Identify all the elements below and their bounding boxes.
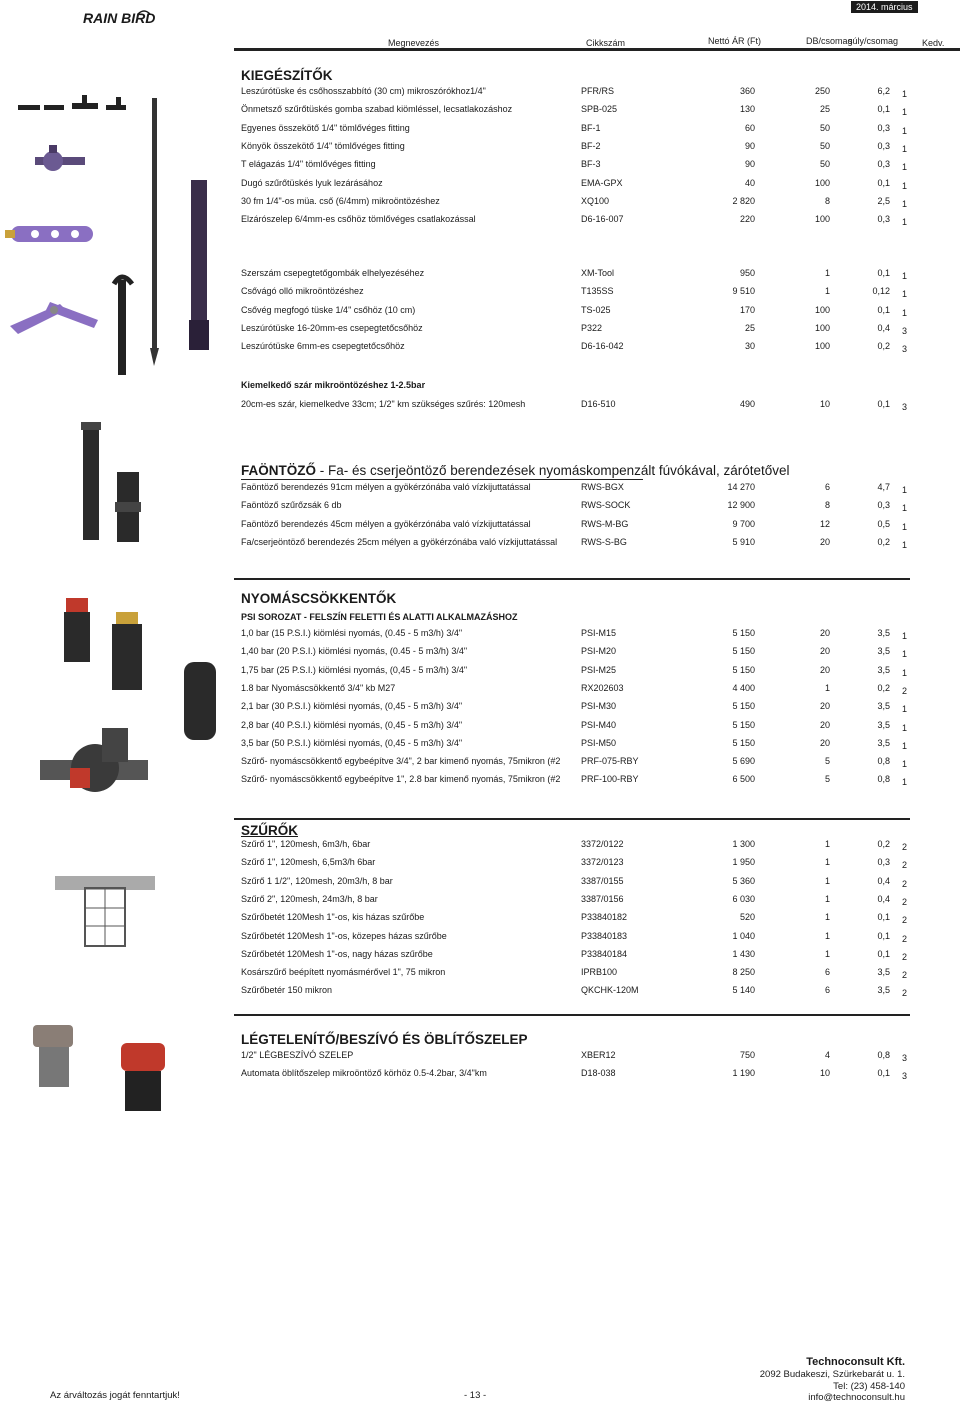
item-price: 5 150 (732, 628, 755, 638)
table-row (0, 86, 960, 102)
item-code: RWS-S-BG (581, 536, 627, 547)
table-row (0, 196, 960, 212)
table-row (0, 537, 960, 553)
item-price: 5 910 (732, 536, 755, 547)
footer-phone: Tel: (23) 458-140 (833, 1381, 905, 1392)
item-pack-qty: 20 (819, 646, 830, 657)
table-row (0, 482, 960, 498)
item-discount: 1 (902, 307, 908, 318)
item-price: 1 190 (732, 1068, 755, 1079)
item-code: PRF-100-RBY (581, 774, 639, 785)
item-code: PSI-M40 (581, 719, 617, 730)
item-pack-qty: 6 (824, 967, 830, 978)
table-row (0, 159, 960, 175)
item-discount: 2 (902, 988, 908, 999)
item-discount: 3 (902, 344, 908, 355)
item-pack-qty: 250 (814, 86, 830, 96)
faontozo-title-rest: - Fa- és cserjeöntöző berendezések nyomáskompenzált fúvókával, zárótetővel (316, 463, 790, 478)
item-name: Szűrő 1", 120mesh, 6,5m3/h 6bar (241, 857, 376, 868)
item-name: T elágazás 1/4" tömlővéges fitting (241, 159, 376, 170)
item-name: 1/2" LÉGBESZÍVÓ SZELEP (241, 1050, 354, 1060)
item-pack-qty: 8 (824, 500, 830, 511)
item-weight: 0,3 (877, 214, 890, 225)
item-weight: 0,8 (877, 774, 890, 785)
item-price: 1 430 (732, 948, 755, 959)
item-name: Leszúrótüske 6mm-es csepegtetőcsőhöz (241, 341, 405, 352)
item-weight: 3,5 (877, 664, 890, 675)
item-weight: 6,2 (877, 86, 890, 96)
footer-page-number: - 13 - (464, 1390, 487, 1401)
table-row (0, 519, 960, 535)
item-code: TS-025 (581, 304, 611, 315)
item-discount: 1 (902, 89, 908, 99)
item-price: 750 (739, 1050, 755, 1060)
item-name: Leszúrótüske és csőhosszabbító (30 cm) mikroszórókhoz1/4" (241, 86, 486, 96)
brand-logo (83, 8, 183, 33)
item-code: RWS-M-BG (581, 518, 629, 529)
item-weight: 4,7 (877, 482, 890, 492)
table-row (0, 665, 960, 681)
table-row (0, 738, 960, 754)
table-row (0, 123, 960, 139)
item-pack-qty: 6 (824, 985, 830, 996)
table-row (0, 646, 960, 662)
item-pack-qty: 100 (814, 341, 830, 352)
item-weight: 0,3 (877, 159, 890, 170)
item-discount: 1 (902, 667, 908, 678)
table-row (0, 683, 960, 699)
item-weight: 0,1 (877, 104, 890, 115)
table-row (0, 500, 960, 516)
item-price: 4 400 (732, 682, 755, 693)
item-weight: 0,1 (877, 177, 890, 188)
item-name: Szerszám csepegtetőgombák elhelyezéséhez (241, 268, 425, 278)
item-pack-qty: 10 (819, 399, 830, 409)
faontozo-title-bold: FAÖNTÖZŐ (241, 463, 316, 478)
section-title-faontozo (241, 463, 790, 478)
item-price: 1 950 (732, 857, 755, 868)
item-weight: 3,5 (877, 967, 890, 978)
table-row (0, 1068, 960, 1084)
item-price: 90 (744, 159, 755, 170)
item-discount: 2 (902, 842, 908, 852)
item-code: PSI-M20 (581, 646, 617, 657)
item-weight: 0,1 (877, 948, 890, 959)
item-name: Csővég megfogó tüske 1/4" csőhöz (10 cm) (241, 304, 416, 315)
item-name: Szűrő 1 1/2", 120mesh, 20m3/h, 8 bar (241, 875, 393, 886)
table-row (0, 894, 960, 910)
item-pack-qty: 100 (814, 177, 830, 188)
item-discount: 1 (902, 180, 908, 191)
item-pack-qty: 20 (819, 719, 830, 730)
item-code: RWS-SOCK (581, 500, 631, 511)
item-price: 220 (739, 214, 755, 225)
item-discount: 2 (902, 951, 908, 962)
item-discount: 3 (902, 325, 908, 336)
item-name: Szűrő- nyomáscsökkentő egybeépítve 1", 2.8 bar kimenő nyomás, 75mikron (#2 (241, 774, 561, 785)
item-pack-qty: 20 (819, 737, 830, 748)
table-row (0, 178, 960, 194)
table-row (0, 949, 960, 965)
item-pack-qty: 1 (824, 875, 830, 886)
item-name: 20cm-es szár, kiemelkedve 33cm; 1/2" km szükséges szűrés: 120mesh (241, 399, 526, 409)
item-discount: 2 (902, 933, 908, 944)
col-header-price: Nettó ÁR (Ft) (708, 36, 762, 46)
item-weight: 0,3 (877, 140, 890, 151)
item-weight: 0,4 (877, 875, 890, 886)
item-discount: 1 (902, 271, 908, 281)
item-pack-qty: 8 (824, 195, 830, 206)
section-title-nyomas: NYOMÁSCSÖKKENTŐK (241, 591, 397, 606)
item-code: 3387/0156 (581, 893, 624, 904)
item-discount: 2 (902, 915, 908, 926)
item-code: IPRB100 (581, 967, 618, 978)
item-name: Dugó szűrőtüskés lyuk lezárásához (241, 177, 383, 188)
col-header-weight: súly/csomag (848, 36, 899, 46)
item-weight: 3,5 (877, 737, 890, 748)
item-price: 6 500 (732, 774, 755, 785)
item-weight: 0,8 (877, 1050, 890, 1060)
item-price: 30 (744, 341, 755, 352)
item-weight: 0,5 (877, 518, 890, 529)
item-name: 1,0 bar (15 P.S.I.) kiömlési nyomás, (0.45 - 5 m3/h) 3/4" (241, 628, 463, 638)
item-code: 3372/0122 (581, 839, 624, 849)
item-price: 90 (744, 140, 755, 151)
item-pack-qty: 1 (824, 912, 830, 923)
item-pack-qty: 1 (824, 857, 830, 868)
item-weight: 0,2 (877, 682, 890, 693)
table-row (0, 756, 960, 772)
item-name: Önmetsző szűrőtüskés gomba szabad kiömléssel, lecsatlakozáshoz (241, 104, 513, 115)
item-code: PRF-075-RBY (581, 756, 639, 767)
item-discount: 3 (902, 1053, 908, 1063)
item-price: 490 (739, 399, 755, 409)
item-price: 60 (744, 122, 755, 133)
item-code: BF-1 (581, 122, 601, 133)
table-row (0, 931, 960, 947)
item-name: Szűrő 1", 120mesh, 6m3/h, 6bar (241, 839, 371, 849)
item-weight: 2,5 (877, 195, 890, 206)
item-discount: 2 (902, 896, 908, 907)
item-weight: 0,2 (877, 536, 890, 547)
item-name: 30 fm 1/4"-os müa. cső (6/4mm) mikroöntözéshez (241, 195, 440, 206)
item-price: 12 900 (727, 500, 755, 511)
item-name: Könyök összekötő 1/4" tömlővéges fitting (241, 140, 405, 151)
item-price: 8 250 (732, 967, 755, 978)
table-row (0, 628, 960, 644)
item-weight: 0,1 (877, 930, 890, 941)
item-price: 950 (739, 268, 755, 278)
item-code: P33840182 (581, 912, 628, 923)
item-discount: 2 (902, 685, 908, 696)
item-discount: 1 (902, 217, 908, 228)
item-discount: 1 (902, 649, 908, 660)
item-weight: 3,5 (877, 985, 890, 996)
item-weight: 0,1 (877, 304, 890, 315)
svg-text:RAIN BIRD: RAIN BIRD (83, 10, 156, 26)
item-discount: 2 (902, 970, 908, 981)
rule-nyomas (234, 578, 910, 580)
item-discount: 1 (902, 107, 908, 118)
item-pack-qty: 10 (819, 1068, 830, 1079)
item-price: 1 300 (732, 839, 755, 849)
item-discount: 1 (902, 740, 908, 751)
item-name: 1,75 bar (25 P.S.I.) kiömlési nyomás, (0,45 - 5 m3/h) 3/4" (241, 664, 468, 675)
item-name: Szűrő 2", 120mesh, 24m3/h, 8 bar (241, 893, 378, 904)
item-pack-qty: 20 (819, 628, 830, 638)
footer-address: 2092 Budakeszi, Szürkebarát u. 1. (759, 1369, 905, 1380)
rainbird-logo-icon (83, 8, 183, 28)
item-pack-qty: 50 (819, 140, 830, 151)
item-code: PFR/RS (581, 86, 615, 96)
item-name: Fa/cserjeöntöző berendezés 25cm mélyen a gyökérzónába való vízkijuttatással (241, 536, 558, 547)
item-pack-qty: 4 (824, 1050, 830, 1060)
table-row (0, 985, 960, 1001)
item-pack-qty: 12 (819, 518, 830, 529)
table-row (0, 720, 960, 736)
item-discount: 1 (902, 722, 908, 733)
item-price: 5 690 (732, 756, 755, 767)
subtitle-nyomas: PSI SOROZAT - FELSZÍN FELETTI ÉS ALATTI ALKALMAZÁSHOZ (241, 612, 518, 622)
item-pack-qty: 1 (824, 268, 830, 278)
item-price: 6 030 (732, 893, 755, 904)
header-rule (234, 48, 960, 51)
section-title-legtel: LÉGTELENÍTŐ/BESZÍVÓ ÉS ÖBLÍTŐSZELEP (241, 1032, 528, 1047)
rule-legtel (234, 1014, 910, 1016)
item-price: 2 820 (732, 195, 755, 206)
item-code: RWS-BGX (581, 482, 624, 492)
item-name: Szűrőbetét 120Mesh 1"-os, nagy házas szűrőbe (241, 948, 433, 959)
table-row (0, 104, 960, 120)
item-name: Faöntöző szűrőzsák 6 db (241, 500, 342, 511)
table-row (0, 839, 960, 855)
rule-szurok (234, 818, 910, 820)
item-price: 5 150 (732, 664, 755, 675)
item-code: D6-16-007 (581, 214, 624, 225)
item-discount: 2 (902, 878, 908, 889)
item-name: Csővágó olló mikroöntözéshez (241, 286, 364, 297)
section-title-szurok: SZŰRŐK (241, 823, 298, 838)
item-pack-qty: 100 (814, 214, 830, 225)
item-code: SPB-025 (581, 104, 618, 115)
item-code: XQ100 (581, 195, 610, 206)
item-price: 5 150 (732, 701, 755, 712)
item-code: RX202603 (581, 682, 624, 693)
item-code: PSI-M50 (581, 737, 617, 748)
col-header-name: Megnevezés (388, 38, 440, 48)
item-pack-qty: 20 (819, 536, 830, 547)
item-name: Szűrőbetét 120Mesh 1"-os, közepes házas szűrőbe (241, 930, 447, 941)
item-weight: 0,3 (877, 500, 890, 511)
item-code: 3387/0155 (581, 875, 624, 886)
item-discount: 3 (902, 1071, 908, 1082)
item-pack-qty: 1 (824, 948, 830, 959)
subtitle-kiemelkedo: Kiemelkedő szár mikroöntözéshez 1-2.5bar (241, 380, 426, 390)
footer-company: Technoconsult Kft. (806, 1356, 905, 1368)
col-header-db: DB/csomag (806, 36, 853, 46)
item-name: Automata öblítőszelep mikroöntöző körhöz 0.5-4.2bar, 3/4"km (241, 1068, 487, 1079)
item-price: 5 140 (732, 985, 755, 996)
item-name: Egyenes összekötő 1/4" tömlővéges fitting (241, 122, 410, 133)
item-weight: 0,1 (877, 268, 890, 278)
item-weight: 0,2 (877, 341, 890, 352)
item-discount: 1 (902, 162, 908, 173)
table-row (0, 701, 960, 717)
item-price: 14 270 (727, 482, 755, 492)
item-discount: 1 (902, 503, 908, 514)
item-discount: 1 (902, 539, 908, 550)
item-discount: 3 (902, 402, 908, 412)
item-code: XM-Tool (581, 268, 615, 278)
table-row (0, 774, 960, 790)
table-row (0, 268, 960, 284)
item-name: Elzárószelep 6/4mm-es csőhöz tömlővéges csatlakozással (241, 214, 476, 225)
item-pack-qty: 1 (824, 930, 830, 941)
item-pack-qty: 20 (819, 701, 830, 712)
table-row (0, 967, 960, 983)
item-pack-qty: 20 (819, 664, 830, 675)
item-price: 9 510 (732, 286, 755, 297)
table-row (0, 341, 960, 357)
item-weight: 3,5 (877, 701, 890, 712)
table-row (0, 399, 960, 415)
table-row (0, 876, 960, 892)
item-discount: 1 (902, 198, 908, 209)
item-name: 2,1 bar (30 P.S.I.) kiömlési nyomás, (0,45 - 5 m3/h) 3/4" (241, 701, 463, 712)
table-row (0, 1050, 960, 1066)
item-pack-qty: 1 (824, 682, 830, 693)
item-weight: 0,4 (877, 322, 890, 333)
item-code: PSI-M25 (581, 664, 617, 675)
item-weight: 0,1 (877, 399, 890, 409)
item-code: QKCHK-120M (581, 985, 639, 996)
item-code: PSI-M15 (581, 628, 617, 638)
item-price: 520 (739, 912, 755, 923)
item-discount: 1 (902, 704, 908, 715)
item-code: D6-16-042 (581, 341, 624, 352)
item-code: BF-3 (581, 159, 601, 170)
item-name: 1,40 bar (20 P.S.I.) kiömlési nyomás, (0.45 - 5 m3/h) 3/4" (241, 646, 468, 657)
table-row (0, 305, 960, 321)
item-code: XBER12 (581, 1050, 616, 1060)
col-header-discount: Kedv. (922, 38, 945, 48)
item-price: 130 (739, 104, 755, 115)
item-pack-qty: 50 (819, 159, 830, 170)
item-price: 5 150 (732, 646, 755, 657)
item-price: 1 040 (732, 930, 755, 941)
table-row (0, 912, 960, 928)
table-row (0, 323, 960, 339)
item-weight: 0,4 (877, 893, 890, 904)
item-code: D16-510 (581, 399, 616, 409)
item-name: Kosárszűrő beépített nyomásmérővel 1", 75 mikron (241, 967, 446, 978)
item-pack-qty: 1 (824, 286, 830, 297)
item-discount: 1 (902, 143, 908, 154)
item-code: BF-2 (581, 140, 601, 151)
item-weight: 3,5 (877, 719, 890, 730)
item-weight: 0,1 (877, 1068, 890, 1079)
table-row (0, 214, 960, 230)
item-name: Szűrőbetét 120Mesh 1"-os, kis házas szűrőbe (241, 912, 425, 923)
col-header-code: Cikkszám (586, 38, 626, 48)
item-pack-qty: 5 (824, 774, 830, 785)
item-code: T135SS (581, 286, 614, 297)
item-weight: 0,1 (877, 912, 890, 923)
item-discount: 2 (902, 860, 908, 871)
item-name: 3,5 bar (50 P.S.I.) kiömlési nyomás, (0,45 - 5 m3/h) 3/4" (241, 737, 463, 748)
item-weight: 0,3 (877, 857, 890, 868)
item-weight: 3,5 (877, 628, 890, 638)
item-discount: 1 (902, 777, 908, 788)
item-code: P33840184 (581, 948, 628, 959)
item-weight: 3,5 (877, 646, 890, 657)
item-pack-qty: 25 (819, 104, 830, 115)
item-discount: 1 (902, 289, 908, 300)
item-code: P322 (581, 322, 603, 333)
item-weight: 0,8 (877, 756, 890, 767)
table-row (0, 857, 960, 873)
item-name: Faöntöző berendezés 45cm mélyen a gyökérzónába való vízkijuttatással (241, 518, 531, 529)
item-code: PSI-M30 (581, 701, 617, 712)
item-discount: 1 (902, 485, 908, 495)
item-price: 360 (739, 86, 755, 96)
item-pack-qty: 6 (824, 482, 830, 492)
item-discount: 1 (902, 521, 908, 532)
item-price: 5 150 (732, 719, 755, 730)
footer-rights: Az árváltozás jogát fenntartjuk! (50, 1390, 180, 1401)
item-name: Faöntöző berendezés 91cm mélyen a gyökérzónába való vízkijuttatással (241, 482, 531, 492)
item-name: 2,8 bar (40 P.S.I.) kiömlési nyomás, (0,45 - 5 m3/h) 3/4" (241, 719, 463, 730)
item-discount: 1 (902, 759, 908, 770)
item-code: 3372/0123 (581, 857, 624, 868)
item-name: Szűrőbetér 150 mikron (241, 985, 333, 996)
item-weight: 0,3 (877, 122, 890, 133)
date-label: 2014. március (851, 1, 918, 13)
section-title-kiegeszitok: KIEGÉSZÍTŐK (241, 68, 333, 83)
item-price: 5 150 (732, 737, 755, 748)
item-name: Leszúrótüske 16-20mm-es csepegtetőcsőhöz (241, 322, 423, 333)
footer-email[interactable]: info@technoconsult.hu (808, 1392, 905, 1403)
item-code: EMA-GPX (581, 177, 623, 188)
item-price: 25 (744, 322, 755, 333)
item-pack-qty: 100 (814, 322, 830, 333)
item-price: 40 (744, 177, 755, 188)
item-discount: 1 (902, 125, 908, 136)
item-price: 9 700 (732, 518, 755, 529)
item-name: Szűrő- nyomáscsökkentő egybeépítve 3/4", 2 bar kimenő nyomás, 75mikron (#2 (241, 756, 561, 767)
item-pack-qty: 1 (824, 893, 830, 904)
table-row (0, 141, 960, 157)
item-weight: 0,2 (877, 839, 890, 849)
item-price: 170 (739, 304, 755, 315)
item-pack-qty: 5 (824, 756, 830, 767)
item-name: 1.8 bar Nyomáscsökkentő 3/4" kb M27 (241, 682, 396, 693)
item-code: P33840183 (581, 930, 628, 941)
item-discount: 1 (902, 631, 908, 641)
faontozo-underline (241, 479, 643, 480)
table-row (0, 286, 960, 302)
item-pack-qty: 100 (814, 304, 830, 315)
item-weight: 0,12 (872, 286, 890, 297)
item-code: D18-038 (581, 1068, 616, 1079)
item-pack-qty: 50 (819, 122, 830, 133)
item-price: 5 360 (732, 875, 755, 886)
item-pack-qty: 1 (824, 839, 830, 849)
